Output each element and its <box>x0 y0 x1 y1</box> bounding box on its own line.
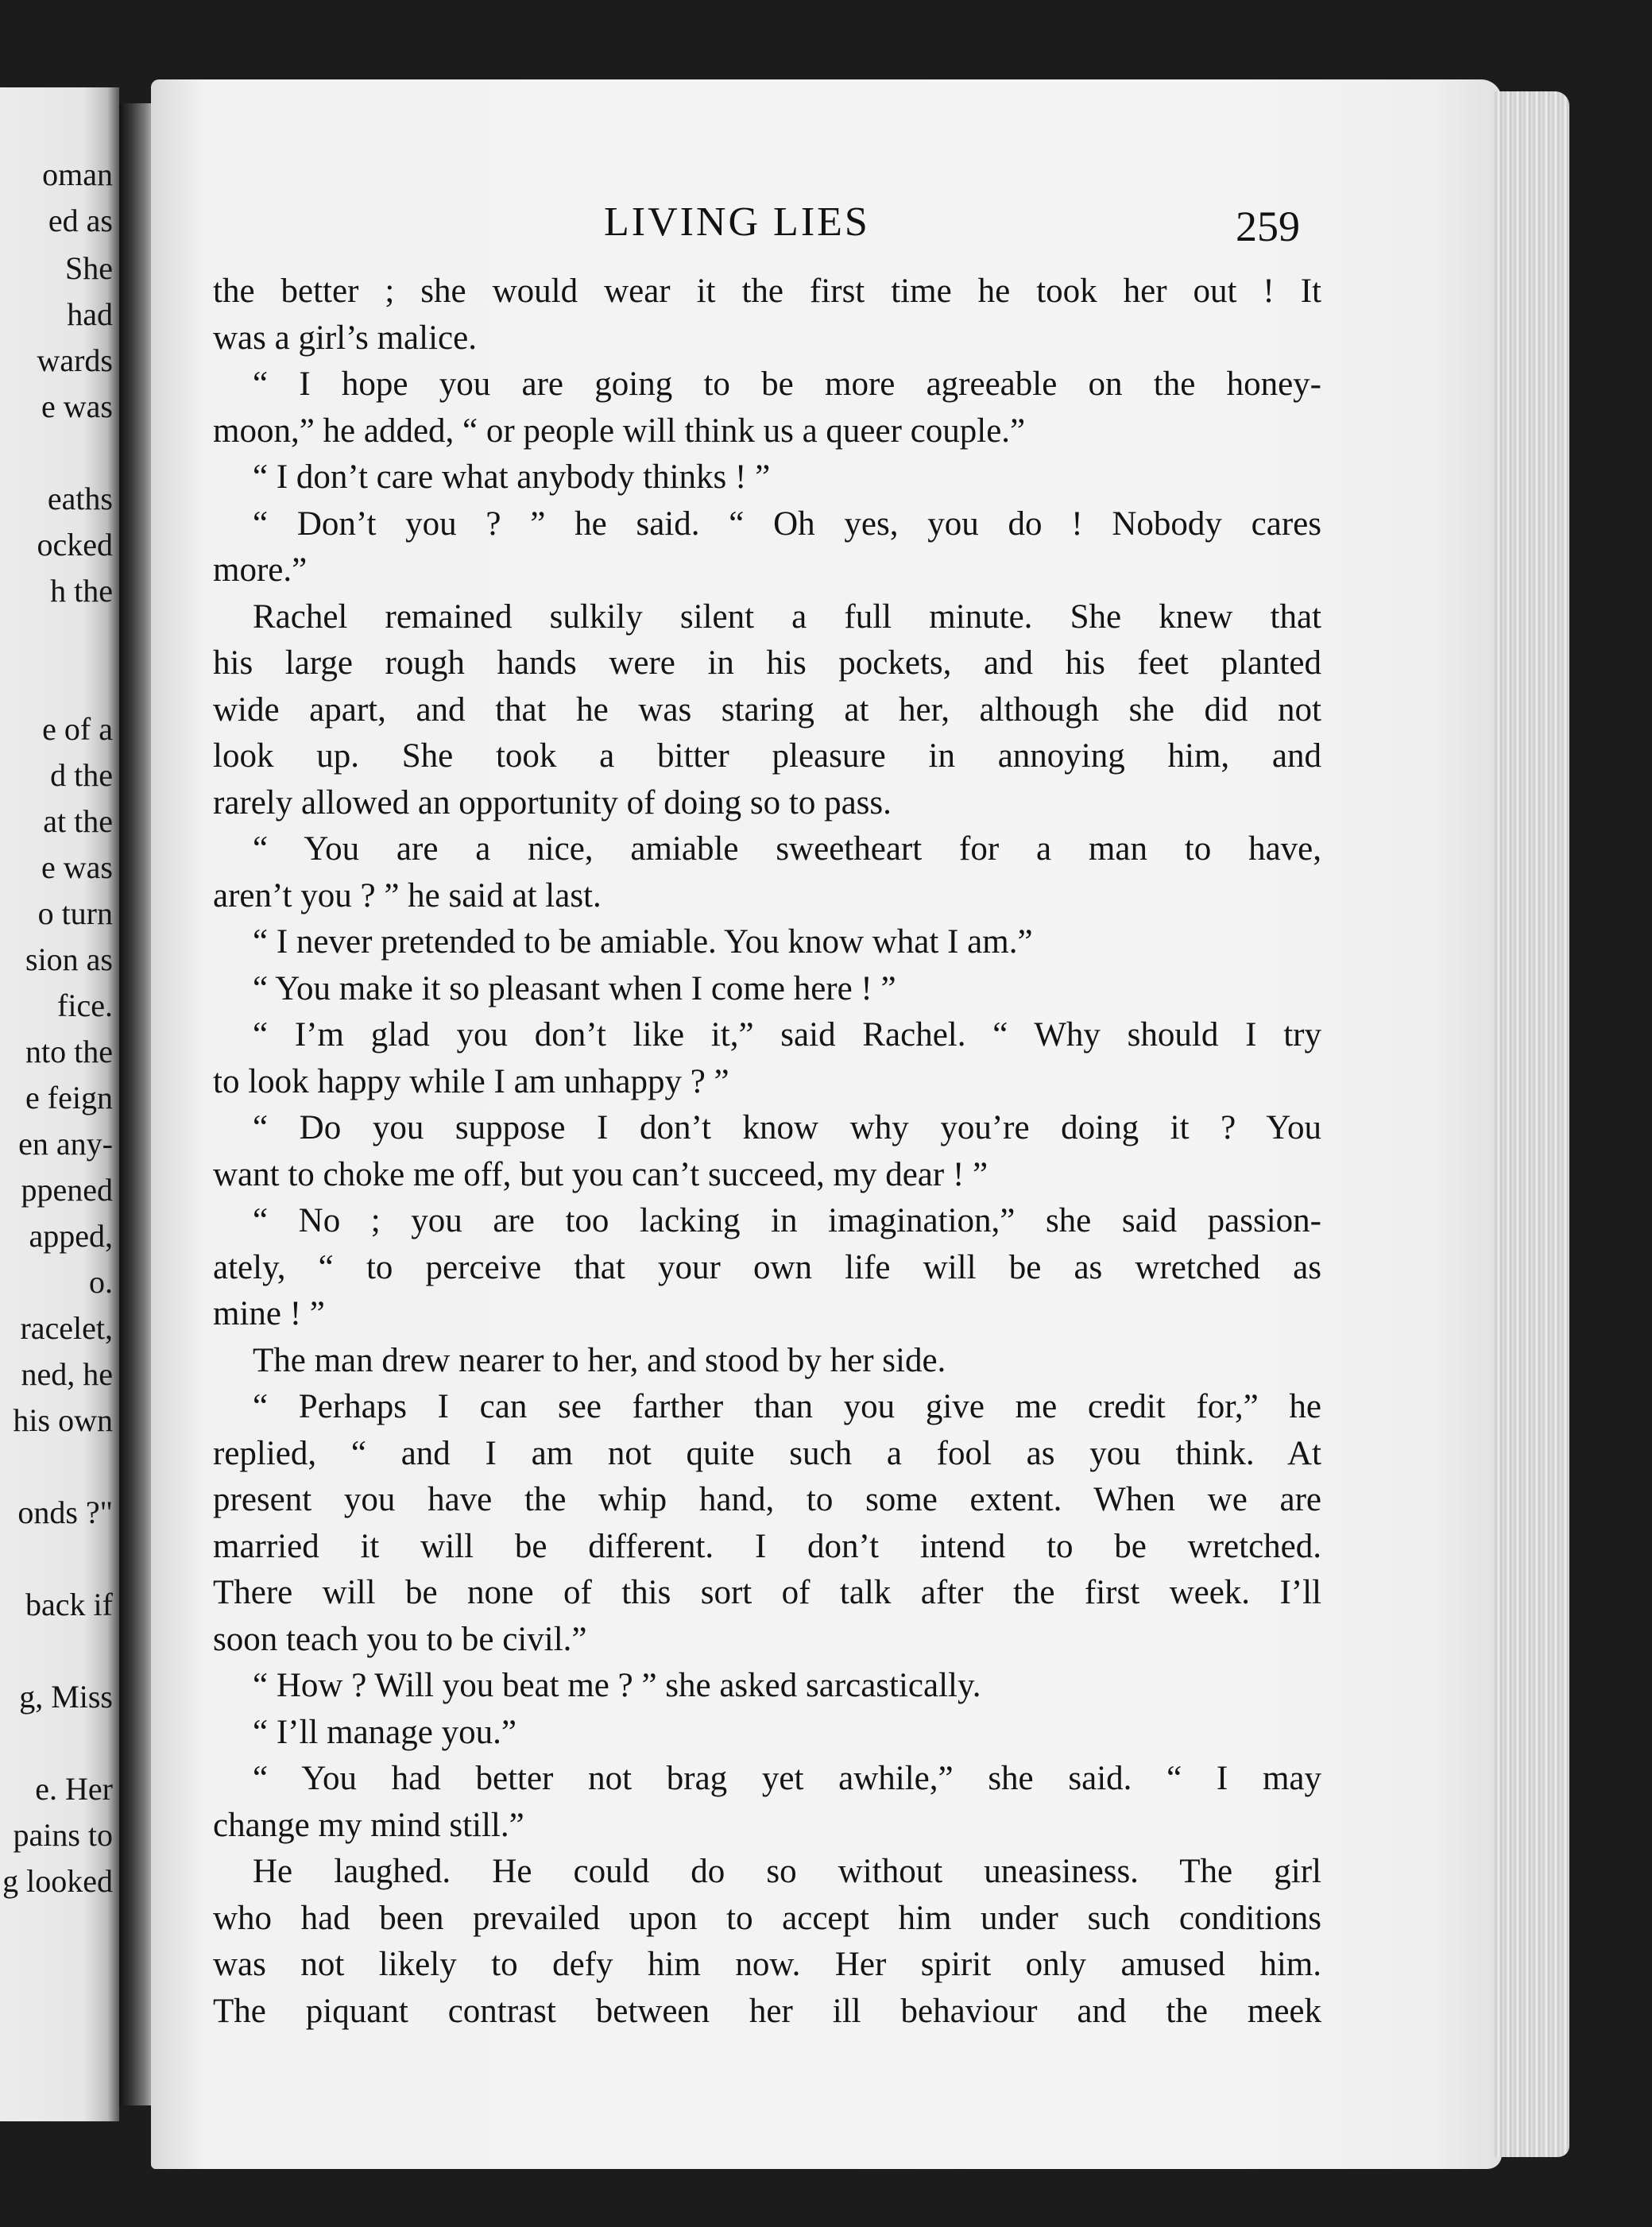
left-page-fragment: ppened <box>21 1172 113 1208</box>
text-line: replied, “ and I am not quite such a fool as you think. At <box>213 1434 1321 1472</box>
left-page-fragment: ed as <box>48 203 113 238</box>
left-page-fragment: ocked <box>37 527 113 563</box>
left-page-fragment: back if <box>25 1587 113 1622</box>
text-line: change my mind still.” <box>213 1806 524 1844</box>
text-line: the better ; she would wear it the first time he took her out ! It <box>213 273 1321 310</box>
text-line: “ Do you suppose I don’t know why you’re doing it ? You <box>253 1109 1321 1146</box>
text-line: look up. She took a bitter pleasure in annoying him, and <box>213 737 1321 775</box>
left-page-fragment: She <box>65 250 113 286</box>
text-line: Rachel remained sulkily silent a full minute. She knew that <box>253 597 1321 636</box>
left-page-fragment: onds ?" <box>17 1494 113 1530</box>
left-page-fragment: oman <box>42 157 113 192</box>
body-text <box>213 269 1321 2035</box>
text-line: He laughed. He could do so without uneasiness. The girl <box>253 1853 1321 1890</box>
left-page-fragment: e was <box>41 849 113 885</box>
text-line: to look happy while I am unhappy ? ” <box>213 1062 729 1100</box>
text-line: “ I’m glad you don’t like it,” said Rachel. “ Why should I try <box>253 1016 1321 1054</box>
left-page-fragment: o turn <box>37 895 113 931</box>
page-edges <box>1494 91 1569 2157</box>
left-page-fragment: h the <box>50 573 113 609</box>
left-page-fragment: g, Miss <box>19 1679 113 1715</box>
text-line: aren’t you ? ” he said at last. <box>213 876 602 914</box>
text-line: soon teach you to be civil.” <box>213 1620 587 1658</box>
text-line: “ No ; you are too lacking in imagination,” she said passion- <box>253 1202 1321 1239</box>
left-page-fragment: racelet, <box>20 1310 113 1346</box>
left-page-fragment: o. <box>89 1264 113 1300</box>
left-page-fragment: en any- <box>18 1126 113 1162</box>
left-page-fragment: g looked <box>2 1863 113 1899</box>
left-page-fragment: e feign <box>25 1080 113 1115</box>
text-line: his large rough hands were in his pockets, and his feet planted <box>213 644 1321 682</box>
left-page-fragment: his own <box>13 1402 113 1438</box>
text-line: more.” <box>213 551 308 589</box>
text-line: “ Don’t you ? ” he said. “ Oh yes, you do ! Nobody cares <box>253 505 1321 543</box>
text-line: “ I don’t care what anybody thinks ! ” <box>253 458 771 496</box>
left-page-fragment: apped, <box>29 1218 113 1254</box>
text-line: was not likely to defy him now. Her spirit only amused him. <box>213 1946 1321 1983</box>
left-page-fragment: nto the <box>25 1034 113 1069</box>
left-page-fragment: sion as <box>25 941 113 977</box>
text-line: rarely allowed an opportunity of doing so to pass. <box>213 783 892 822</box>
text-line: present you have the whip hand, to some extent. When we are <box>213 1481 1321 1518</box>
left-page-fragment: fice. <box>57 988 113 1023</box>
left-page-fragment: pains to <box>13 1817 113 1853</box>
text-line: There will be none of this sort of talk after the first week. I’ll <box>213 1574 1321 1611</box>
text-line: married it will be different. I don’t intend to be wretched. <box>213 1527 1321 1565</box>
left-page <box>0 87 119 2121</box>
text-line: “ I hope you are going to be more agreeable on the honey- <box>253 365 1321 403</box>
text-line: The piquant contrast between her ill behaviour and the meek <box>213 1992 1321 2030</box>
running-head: LIVING LIES <box>604 199 870 245</box>
text-line: ately, “ to perceive that your own life will be as wretched as <box>213 1248 1321 1286</box>
text-line: The man drew nearer to her, and stood by her side. <box>253 1341 946 1379</box>
page-number: 259 <box>1236 203 1300 250</box>
text-line: “ Perhaps I can see farther than you give me credit for,” he <box>253 1388 1321 1425</box>
left-page-fragment: wards <box>37 342 113 378</box>
left-page-fragment: e. Her <box>35 1771 113 1807</box>
left-page-fragment: e was <box>41 389 113 424</box>
text-line: “ How ? Will you beat me ? ” she asked sarcastically. <box>253 1667 981 1704</box>
left-page-fragment: ned, he <box>21 1356 113 1392</box>
text-line: want to choke me off, but you can’t succeed, my dear ! ” <box>213 1155 988 1193</box>
text-line: was a girl’s malice. <box>213 319 477 357</box>
text-line: moon,” he added, “ or people will think us a queer couple.” <box>213 412 1026 450</box>
left-page-fragment: d the <box>50 757 113 793</box>
left-page-fragment: at the <box>43 803 113 839</box>
book-gutter <box>119 103 155 2105</box>
left-page-fragment: had <box>67 296 113 332</box>
text-line: mine ! ” <box>213 1295 325 1332</box>
text-line: “ You are a nice, amiable sweetheart for a man to have, <box>253 830 1321 868</box>
text-line: “ You make it so pleasant when I come here ! ” <box>253 969 896 1007</box>
text-line: wide apart, and that he was staring at her, although she did not <box>213 690 1321 729</box>
left-page-fragment: eaths <box>47 481 113 516</box>
text-line: “ You had better not brag yet awhile,” she said. “ I may <box>253 1760 1321 1797</box>
text-line: “ I never pretended to be amiable. You know what I am.” <box>253 923 1033 961</box>
text-line: “ I’ll manage you.” <box>253 1713 516 1751</box>
text-line: who had been prevailed upon to accept him under such conditions <box>213 1899 1321 1937</box>
left-page-fragment: e of a <box>42 711 113 747</box>
page-header <box>0 199 1652 254</box>
